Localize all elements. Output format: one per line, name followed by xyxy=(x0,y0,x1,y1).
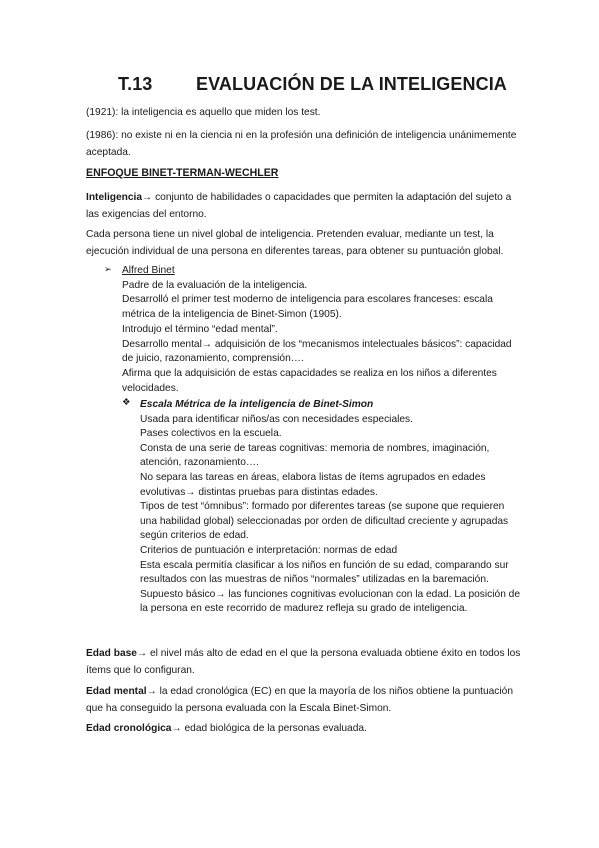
edad-base-definition xyxy=(86,645,526,679)
page-title xyxy=(118,74,538,95)
cada-persona-paragraph: Cada persona tiene un nivel global de inteligencia. Pretenden evaluar, mediante un test, la ejecución individual de una persona en diferentes tareas, para obtener su puntuación global. xyxy=(86,229,504,257)
inteligencia-definition xyxy=(86,189,526,223)
escala-line: según criterios de edad. xyxy=(140,530,249,542)
escala-line: Esta escala permitía clasificar a los niños en función de su edad, comparando sur xyxy=(140,559,509,571)
escala-section xyxy=(140,398,525,617)
escala-line: evolutivas→ distintas pruebas para distintas edades. xyxy=(140,486,378,498)
section-heading: ENFOQUE BINET-TERMAN-WECHLER xyxy=(86,167,279,179)
binet-line: Desarrollo mental→ adquisición de los “mecanismos intelectuales básicos”: capacidad xyxy=(122,338,512,350)
edad-base-text: el nivel más alto de edad en el que la persona evaluada obtiene éxito en todos los ítems que lo configuran. xyxy=(86,648,521,676)
arrow-icon: → xyxy=(146,686,157,697)
escala-line: atención, razonamiento…. xyxy=(140,457,259,469)
inteligencia-term: Inteligencia xyxy=(86,192,143,203)
escala-line: Consta de una serie de tareas cognitivas: memoria de nombres, imaginación, xyxy=(140,442,490,454)
binet-line: Desarrolló el primer test moderno de inteligencia para escolares franceses: escala xyxy=(122,294,493,306)
edad-cronologica-term: Edad cronológica xyxy=(86,723,172,734)
binet-line: métrica de la inteligencia de Binet-Simon (1905). xyxy=(122,309,342,321)
escala-name: Escala Métrica de la inteligencia de Binet-Simon xyxy=(140,399,374,410)
binet-name: Alfred Binet xyxy=(122,265,175,276)
intro-1986: (1986): no existe ni en la ciencia ni en la profesión una definición de inteligencia unánimemente aceptada. xyxy=(86,130,517,158)
title-number: T.13 xyxy=(118,74,153,94)
escala-line: una habilidad global) seleccionadas por orden de dificultad creciente y agrupadas xyxy=(140,515,509,527)
arrow-icon: → xyxy=(136,648,148,659)
arrowhead-bullet-icon: ➢ xyxy=(104,264,112,274)
inteligencia-text: conjunto de habilidades o capacidades que permiten la adaptación del sujeto a las exigencias del entorno. xyxy=(86,192,512,220)
binet-section xyxy=(122,264,522,396)
intro-1921: (1921): la inteligencia es aquello que miden los test. xyxy=(86,107,321,118)
escala-line: Pases colectivos en la escuela. xyxy=(140,428,282,440)
escala-line: No separa las tareas en áreas, elabora listas de ítems agrupados en edades xyxy=(140,471,486,483)
edad-base-term: Edad base xyxy=(86,648,137,659)
binet-line: Padre de la evaluación de la inteligencia. xyxy=(122,279,308,291)
title-text: EVALUACIÓN DE LA INTELIGENCIA xyxy=(196,74,507,94)
edad-cronologica-text: edad biológica de la personas evaluada. xyxy=(181,723,367,734)
edad-mental-definition xyxy=(86,683,526,717)
diamond-bullet-icon: ❖ xyxy=(122,397,131,408)
escala-line: Tipos de test “ómnibus”: formado por diferentes tareas (se supone que requieren xyxy=(140,501,505,513)
arrow-icon: → xyxy=(142,192,153,203)
arrow-icon: → xyxy=(171,723,182,734)
binet-line: Afirma que la adquisición de estas capacidades se realiza en los niños a diferentes xyxy=(122,367,497,379)
edad-mental-term: Edad mental xyxy=(86,686,147,697)
escala-line: Criterios de puntuación e interpretación: normas de edad xyxy=(140,544,398,556)
escala-line: Supuesto básico→ las funciones cognitivas evolucionan con la edad. La posición de xyxy=(140,588,521,600)
binet-line: Introdujo el término “edad mental”. xyxy=(122,323,278,335)
binet-line: de juicio, razonamiento, comprensión…. xyxy=(122,353,304,365)
binet-line: velocidades. xyxy=(122,382,179,394)
escala-line: resultados con las muestras de niños “normales” utilizadas en la baremación. xyxy=(140,574,489,586)
escala-line: la persona en este recorrido de madurez refleja su grado de inteligencia. xyxy=(140,603,468,615)
edad-cronologica-definition xyxy=(86,720,526,737)
edad-mental-text: la edad cronológica (EC) en que la mayoría de los niños obtiene la puntuación que ha conseguido la persona evaluada con la Escala Binet-Simon. xyxy=(86,686,513,714)
escala-line: Usada para identificar niños/as con necesidades especiales. xyxy=(140,413,413,425)
